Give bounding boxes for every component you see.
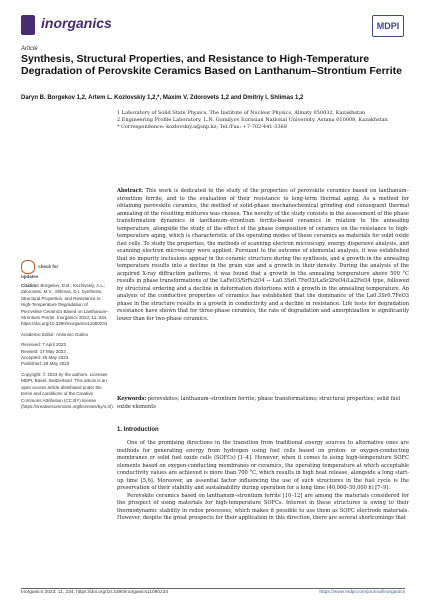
received-date: Received: 7 April 2023 — [21, 342, 67, 348]
introduction — [117, 440, 409, 523]
affiliations — [117, 110, 405, 132]
paper-title: Synthesis, Structural Properties, and Resistance to High-Temperature Degradation of Perovskite Ceramics Based on Lanthanum–Strontium Ferrite — [21, 53, 403, 77]
sidebar — [21, 283, 115, 414]
affiliation-1: 1 Laboratory of Solid State Physics, The Institute of Nuclear Physics, Almaty 050032, Kazakhstan — [117, 110, 366, 116]
author-list: Daryn B. Borgekov 1,2, Artem L. Kozlovskiy 1,2,*, Maxim V. Zdorovets 1,2 and Dmitriy I. Shlimas 1,2 — [21, 95, 304, 101]
journal-logo — [21, 15, 35, 35]
accepted-date: Accepted: 26 May 2023 — [21, 355, 69, 361]
page-footer — [21, 590, 405, 595]
check-updates-label: check for updates — [21, 264, 59, 279]
citation-text: Borgekov, D.B.; Kozlovskiy, A.L.; Zdorovets, M.V.; Shlimas, D.I. Synthesis, Structural Properties, and Resistance to High-Temperature Degradation of Perovskite Ceramics Based on Lanthanum–Strontium Ferrite. Inorganics 2023, 11, 234. https://doi.org/10.3390/inorganics11060234 — [21, 283, 109, 327]
journal-link[interactable]: https://www.mdpi.com/journal/inorganics — [319, 590, 405, 595]
correspondence: * Correspondence: kozlovskiy.a@inp.kz; Tel./Fax: +7-702-441-3368 — [117, 124, 287, 131]
footer-citation[interactable]: Inorganics 2023, 11, 234. https://doi.org/10.3390/inorganics11060234 — [21, 590, 169, 595]
affiliation-2: 2 Engineering Profile Laboratory, L.N. Gumilyov Eurasian National University, Astana 010008, Kazakhstan — [117, 117, 388, 124]
journal-name: inorganics — [41, 15, 112, 31]
intro-paragraph-2: Perovskite ceramics based on lanthanum–strontium ferrite [10–12] are among the materials considered for the prospect of using materials for high-temperature SOFCs. Interest in these structures is owing to their thermodynamic stability in redox processes, which makes it possible to use them as SOFC electrode materials. However, despite the great prospects for their application in this direction, there are several shortcomings that — [117, 492, 409, 521]
section-heading: 1. Introduction — [117, 427, 159, 433]
article-type: Article — [21, 46, 38, 52]
revised-date: Revised: 17 May 2023 — [21, 348, 66, 354]
abstract-label: Abstract: — [117, 188, 144, 194]
check-updates-icon — [21, 260, 35, 274]
publisher-logo: MDPI — [372, 15, 404, 37]
abstract-text: This work is dedicated to the study of the properties of perovskite ceramics based on lanthanum–strontium ferrite, and to the evaluation of their resistance to long-term thermal aging. As a method for obtaining perovskite ceramics, the method of solid-phase mechanochemical grinding and consequent thermal annealing of the resulting mixtures was chosen. The novelty of the study consists in the assessment of the phase transformation dynamics in lanthanum–strontium ferrite-based ceramics in relation to the annealing temperature, alongside the study of the effect of the phase composition of ceramics on the resistance to high-temperature aging, which is characteristic of the operating modes of these ceramics as materials for solid oxide fuel cells. To study the properties, the methods of scanning electron microscopy, energy dispersive analysis, and scanning electron microscopy were applied. Pursuant to the outcome of elemental analysis, it was established that no impurity inclusions appear in the ceramic structure during the synthesis, and a growth in the annealing temperature results into a decline in the grain size and a growth in their density. During the analysis of the acquired X-ray diffraction patterns, it was found that a growth in the annealing temperature above 500 °C results in phase transformations of the LaFeO3/SrFe2O4 → La0.3Sr0.7FeO3/LaSr2FeO4/La2FeO4 type, followed by structural ordering and a decline in deformation distortions with a growth in the annealing temperature. An analysis of the conductive properties of ceramics has established that the dominance of the La0.3Sr0.7FeO3 phase in the structure results in a growth in conductivity and a decline in resistance. Life tests for degradation resistance have shown that for three-phase ceramics, the rate of degradation and amorphization is significantly lower than for two-phase ceramics. — [117, 188, 409, 322]
intro-paragraph-1: One of the promising directions in the transition from traditional energy sources to alternative ones are methods for generating energy from hydrogen using fuel cells based on proton- or oxygen-conducting membranes or solid fuel oxide cells (SOFCs) [1–4]. However, when it comes to using high-temperature SOFC elements based on oxygen-conducting membranes or ceramics, the operating temperature at which acceptable conductivity values are achieved is more than 700 °C, which results in high heat release, alongside a long start-up time [5,6]. Moreover, an essential factor influencing the use of such structures in the fuel cycle is the preservation of their stability and sustainability during operation for a long time (40,000–50,000 h) [7–9]. — [117, 440, 409, 491]
keywords-text: perovskites; lanthanum–strontium ferrite; phase transformations; structural properties; solid fuel oxide elements — [117, 396, 401, 410]
footer-divider — [21, 588, 405, 589]
citation-block — [21, 283, 109, 328]
keywords-label: Keywords: — [117, 396, 147, 402]
academic-editor: Academic Editor: Antonino Gulino — [21, 331, 89, 337]
keywords — [117, 396, 409, 411]
check-updates-badge[interactable] — [21, 260, 65, 278]
published-date: Published: 28 May 2023 — [21, 361, 70, 367]
abstract — [117, 188, 409, 323]
copyright-notice: Copyright: © 2023 by the authors. Licensee MDPI, Basel, Switzerland. This article is an open access article distributed under the terms and conditions of the Creative Commons Attribution (CC BY) license (https://creativecommons.org/licenses/by/4.0/). — [21, 371, 115, 409]
citation-label: Citation: — [21, 283, 40, 288]
